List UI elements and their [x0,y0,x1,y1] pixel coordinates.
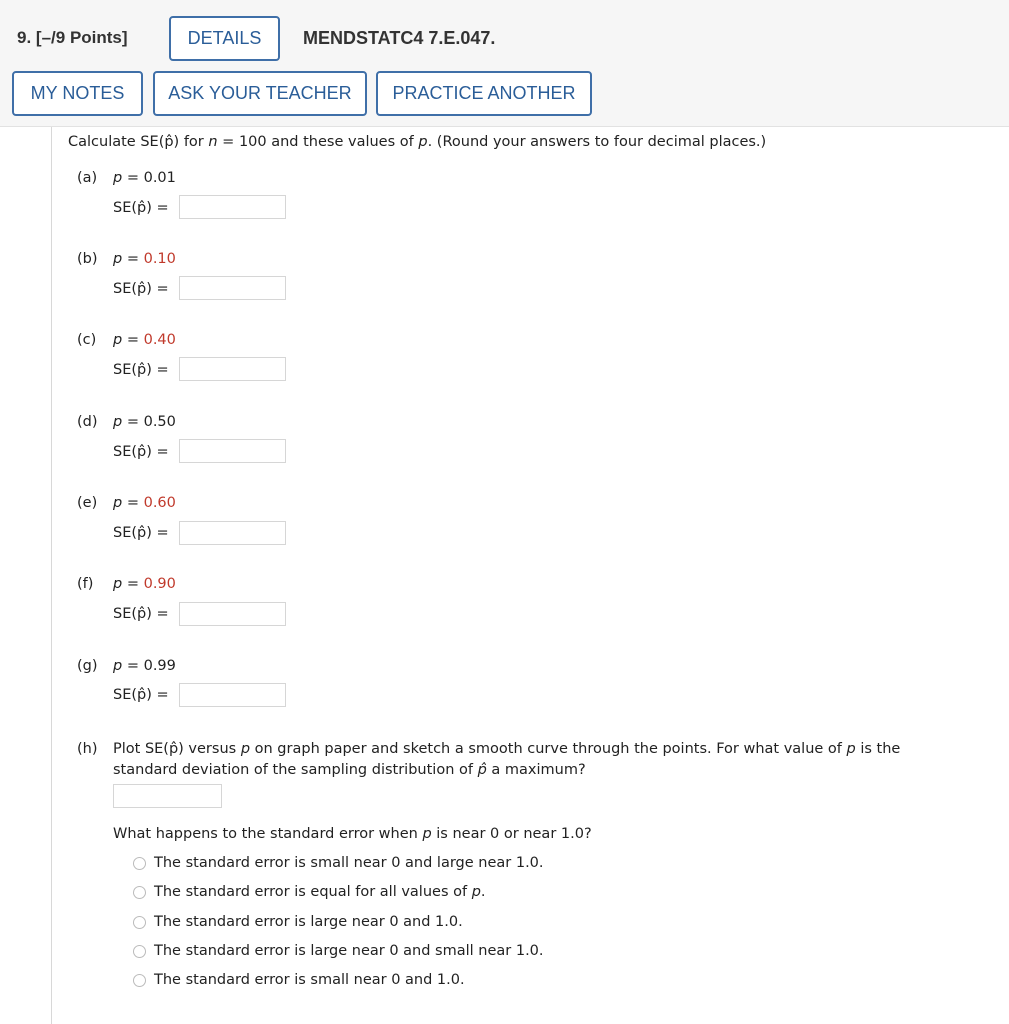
part-b-se-label: SE(p̂) = [113,281,169,297]
part-g-answer-input[interactable] [179,683,286,707]
option-3[interactable] [133,914,463,930]
option-5[interactable] [133,972,465,988]
part-e-se-label: SE(p̂) = [113,525,169,541]
option-3-label: The standard error is large near 0 and 1.0. [154,914,463,930]
part-b-answer-input[interactable] [179,276,286,300]
option-1-label: The standard error is small near 0 and large near 1.0. [154,855,544,871]
part-d-se-label: SE(p̂) = [113,444,169,460]
part-a-prompt: (a) p = 0.01 [77,170,176,186]
part-a-se-label: SE(p̂) = [113,200,169,216]
problem-code: MENDSTATC4 7.E.047. [303,28,496,48]
question-header [0,0,1009,127]
option-1[interactable] [133,855,544,871]
standard-error-question: What happens to the standard error when p is near 0 or near 1.0? [113,826,592,842]
option-4[interactable] [133,943,544,959]
option-2-label: The standard error is equal for all values of p. [154,884,486,900]
my-notes-label: MY NOTES [30,83,125,103]
part-f-prompt: (f) p = 0.90 [77,576,176,592]
option-2[interactable] [133,884,486,900]
problem-statement: Calculate SE(p̂) for n = 100 and these values of p. (Round your answers to four decimal places.) [68,134,767,150]
option-4-label: The standard error is large near 0 and small near 1.0. [154,943,544,959]
question-number [17,28,128,48]
practice-label: PRACTICE ANOTHER [392,83,576,103]
part-b-prompt: (b) p = 0.10 [77,251,176,267]
option-5-label: The standard error is small near 0 and 1.0. [154,972,465,988]
radio-button[interactable] [133,857,146,870]
ask-your-teacher-button[interactable] [153,71,367,116]
part-f-answer-input[interactable] [179,602,286,626]
radio-button[interactable] [133,916,146,929]
points-text: [–/9 Points] [35,28,128,47]
ask-teacher-label: ASK YOUR TEACHER [168,83,352,103]
part-a-answer-input[interactable] [179,195,286,219]
radio-button[interactable] [133,945,146,958]
my-notes-button[interactable] [12,71,143,116]
part-h-answer-input[interactable] [113,784,222,808]
part-c-answer-input[interactable] [179,357,286,381]
left-divider [51,127,52,1024]
part-d-answer-input[interactable] [179,439,286,463]
details-button[interactable] [169,16,280,61]
part-e-answer-input[interactable] [179,521,286,545]
part-c-se-label: SE(p̂) = [113,362,169,378]
radio-button[interactable] [133,974,146,987]
part-g-prompt: (g) p = 0.99 [77,658,176,674]
part-e-prompt: (e) p = 0.60 [77,495,176,511]
question-number-text: 9. [17,28,32,47]
part-f-se-label: SE(p̂) = [113,606,169,622]
part-g-se-label: SE(p̂) = [113,687,169,703]
part-c-prompt: (c) p = 0.40 [77,332,176,348]
practice-another-button[interactable] [376,71,592,116]
radio-button[interactable] [133,886,146,899]
details-label: DETAILS [187,28,262,48]
part-d-prompt: (d) p = 0.50 [77,414,176,430]
